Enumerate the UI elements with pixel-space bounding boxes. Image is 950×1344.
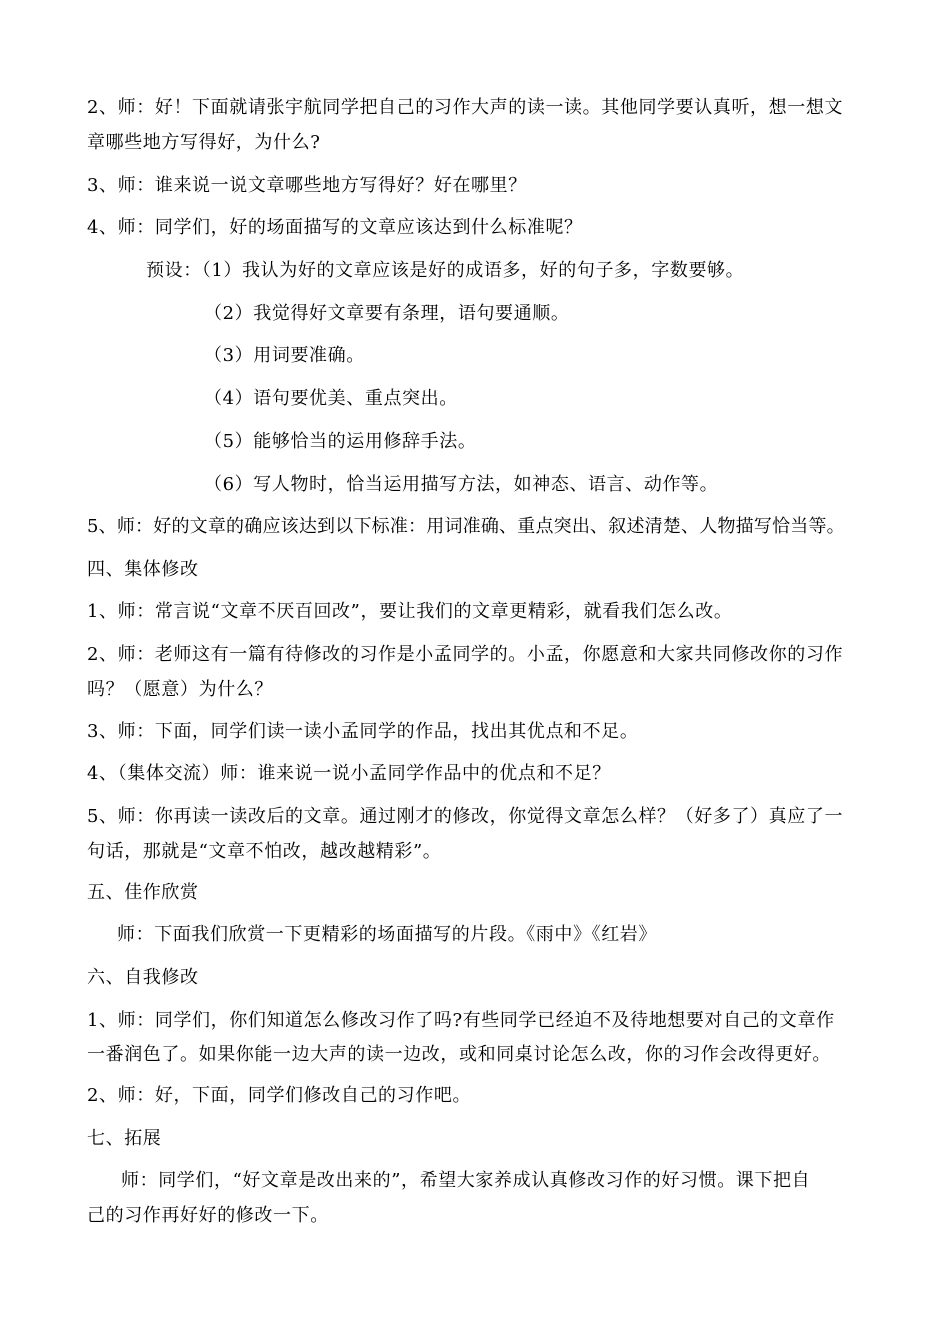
text-line: （2）我觉得好文章要有条理，语句要通顺。: [204, 303, 570, 324]
text-line: 5、师：你再读一读改后的文章。通过刚才的修改，你觉得文章怎么样？（好多了）真应了一: [87, 806, 844, 827]
section-heading: 七、拓展: [87, 1128, 162, 1149]
text-line: 5、师：好的文章的确应该达到以下标准：用词准确、重点突出、叙述清楚、人物描写恰当等。: [87, 516, 845, 537]
text-line: 己的习作再好好的修改一下。: [87, 1205, 329, 1226]
text-line: （3）用词要准确。: [204, 345, 365, 366]
text-line: 3、师：谁来说一说文章哪些地方写得好？好在哪里？: [87, 175, 527, 196]
text-line: 预设：（1）我认为好的文章应该是好的成语多，好的句子多，字数要够。: [146, 260, 745, 281]
text-line: 4、（集体交流）师：谁来说一说小孟同学作品中的优点和不足？: [87, 763, 611, 784]
text-line: 1、师：常言说“文章不厌百回改”，要让我们的文章更精彩，就看我们怎么改。: [87, 601, 733, 622]
text-line: 吗？（愿意）为什么？: [87, 679, 273, 700]
text-line: （5）能够恰当的运用修辞手法。: [204, 431, 477, 452]
text-line: （4）语句要优美、重点突出。: [204, 388, 458, 409]
text-line: 2、师：老师这有一篇有待修改的习作是小孟同学的。小孟，你愿意和大家共同修改你的习作: [87, 644, 844, 665]
text-line: 句话，那就是“文章不怕改，越改越精彩”。: [87, 841, 442, 862]
text-line: 2、师：好！下面就请张宇航同学把自己的习作大声的读一读。其他同学要认真听，想一想文: [87, 97, 844, 118]
section-heading: 六、自我修改: [87, 967, 199, 988]
text-line: 章哪些地方写得好，为什么?: [87, 132, 321, 153]
text-line: 师：下面我们欣赏一下更精彩的场面描写的片段。《雨中》《红岩》: [117, 924, 657, 945]
text-line: 3、师：下面，同学们读一读小孟同学的作品，找出其优点和不足。: [87, 721, 639, 742]
text-line: （6）写人物时，恰当运用描写方法，如神态、语言、动作等。: [204, 474, 719, 495]
text-line: 师：同学们，“好文章是改出来的”，希望大家养成认真修改习作的好习惯。课下把自: [121, 1170, 811, 1191]
text-line: 1、师：同学们，你们知道怎么修改习作了吗?有些同学已经迫不及待地想要对自己的文章作: [87, 1010, 835, 1031]
section-heading: 五、佳作欣赏: [87, 882, 199, 903]
text-line: 4、师：同学们，好的场面描写的文章应该达到什么标准呢？: [87, 217, 583, 238]
section-heading: 四、集体修改: [87, 559, 199, 580]
text-line: 一番润色了。如果你能一边大声的读一边改，或和同桌讨论怎么改，你的习作会改得更好。: [87, 1044, 831, 1065]
text-line: 2、师：好，下面，同学们修改自己的习作吧。: [87, 1085, 472, 1106]
